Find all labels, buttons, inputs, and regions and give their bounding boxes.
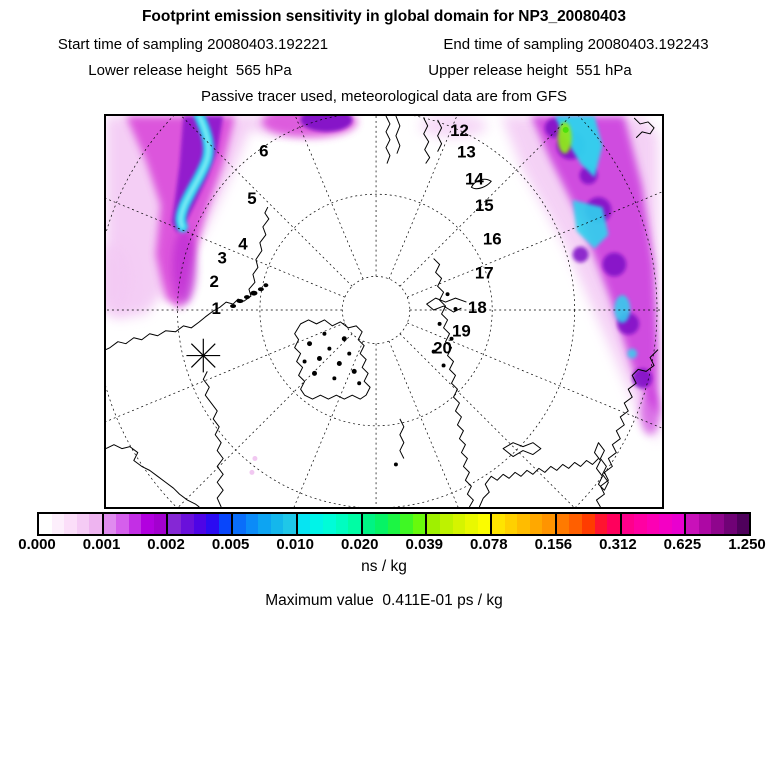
start-time-label: Start time of sampling 20080403.192221	[57, 36, 329, 53]
trajectory-label-19: 19	[452, 321, 471, 341]
plume-right	[501, 116, 660, 443]
colorbar-tick: 0.005	[211, 536, 250, 553]
colorbar-segment	[620, 514, 685, 534]
trajectory-label-16: 16	[482, 229, 502, 249]
polar-map	[106, 116, 662, 507]
colorbar-units-label: ns / kg	[361, 558, 407, 575]
tracer-info-label: Passive tracer used, meteorological data are from GFS	[201, 88, 567, 105]
end-time-label: End time of sampling 20080403.192243	[443, 36, 709, 53]
plume-speck	[249, 470, 254, 475]
trajectory-label-2: 2	[209, 272, 219, 292]
colorbar-tick: 1.250	[728, 536, 766, 553]
colorbar-segment	[166, 514, 231, 534]
colorbar-segment	[39, 514, 102, 534]
trajectory-label-17: 17	[474, 263, 494, 283]
figure-title: Footprint emission sensitivity in global domain for NP3_20080403	[141, 8, 627, 25]
colorbar-tick: 0.156	[534, 536, 573, 553]
upper-release-label: Upper release height 551 hPa	[428, 62, 632, 79]
trajectory-label-6: 6	[259, 141, 269, 161]
colorbar-tick: 0.039	[405, 536, 444, 553]
map-panel	[104, 114, 664, 509]
max-value-label: Maximum value 0.411E-01 ps / kg	[265, 592, 503, 609]
colorbar-tick: 0.020	[340, 536, 379, 553]
colorbar-tick: 0.000	[18, 536, 56, 553]
colorbar-segment	[296, 514, 361, 534]
colorbar-tick: 0.002	[147, 536, 185, 553]
colorbar-segment	[490, 514, 555, 534]
colorbar-segment	[425, 514, 490, 534]
colorbar-tick: 0.001	[82, 536, 121, 553]
plume-left	[106, 116, 255, 319]
colorbar-tick: 0.312	[599, 536, 637, 553]
trajectory-label-15: 15	[474, 196, 494, 216]
trajectory-label-20: 20	[433, 338, 452, 358]
colorbar-segment	[231, 514, 296, 534]
colorbar-segment	[555, 514, 620, 534]
colorbar-tick: 0.078	[470, 536, 508, 553]
trajectory-label-3: 3	[217, 248, 227, 268]
trajectory-label-13: 13	[457, 142, 476, 162]
colorbar-segment	[102, 514, 167, 534]
colorbar	[37, 512, 751, 536]
trajectory-label-1: 1	[211, 298, 221, 318]
colorbar-tick-labels	[18, 536, 766, 554]
trajectory-label-5: 5	[247, 189, 257, 209]
colorbar-tick: 0.010	[276, 536, 314, 553]
trajectory-label-12: 12	[450, 120, 469, 140]
lower-release-label: Lower release height 565 hPa	[88, 62, 292, 79]
trajectory-label-4: 4	[238, 234, 248, 254]
plume-speck	[252, 456, 257, 461]
colorbar-segment	[684, 514, 749, 534]
trajectory-label-18: 18	[467, 298, 487, 317]
colorbar-segment	[361, 514, 426, 534]
trajectory-layer	[210, 121, 502, 358]
release-marker	[186, 339, 220, 373]
trajectory-label-14: 14	[464, 169, 484, 189]
colorbar-tick: 0.625	[663, 536, 702, 553]
